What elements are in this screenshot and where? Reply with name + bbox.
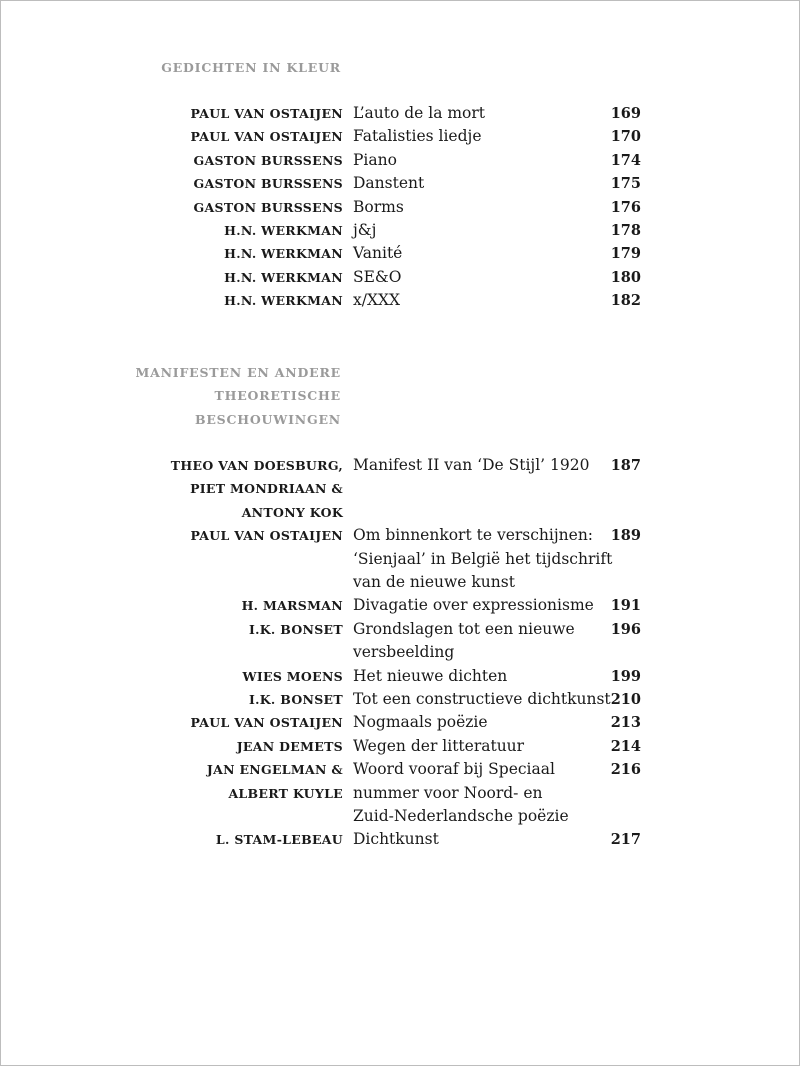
author-line: JEAN DEMETS <box>236 738 343 754</box>
toc-entry-author <box>224 289 343 312</box>
toc-entry-page-number: 210 <box>610 690 641 708</box>
toc-entry-title <box>353 618 603 665</box>
toc-entry-author <box>224 266 343 289</box>
toc-entry-title <box>353 758 603 828</box>
toc-entry-page-number: 174 <box>610 151 641 169</box>
toc-entry-title <box>353 735 603 758</box>
toc-entry-author <box>207 758 343 805</box>
toc-entry-page-number: 182 <box>610 292 641 310</box>
title-line: Woord vooraf bij Speciaal <box>353 760 555 779</box>
toc-entry <box>1 758 800 828</box>
toc-entry-author <box>249 618 343 641</box>
toc-entry-author <box>191 524 343 547</box>
title-line: Danstent <box>353 174 425 193</box>
author-line: PAUL VAN OSTAIJEN <box>190 129 343 145</box>
toc-entry <box>1 524 800 594</box>
title-line: Fatalisties liedje <box>353 127 482 146</box>
title-line: Wegen der litteratuur <box>353 736 525 755</box>
toc-entry-title <box>353 102 603 125</box>
toc-entry-title <box>353 524 613 594</box>
toc-entry-page-number: 189 <box>610 527 641 545</box>
toc-entry-author <box>194 196 343 219</box>
author-line: JAN ENGELMAN & <box>206 762 343 778</box>
toc-entry <box>1 735 800 758</box>
toc-entry <box>1 149 800 172</box>
toc-entry <box>1 665 800 688</box>
author-line: GASTON BURSSENS <box>193 176 343 192</box>
toc-entry-title <box>353 125 603 148</box>
toc-entry <box>1 618 800 665</box>
title-line: x/XXX <box>353 291 401 310</box>
author-line: ANTONY KOK <box>241 504 343 520</box>
toc-entry-title <box>353 828 603 851</box>
toc-entry-page-number: 196 <box>610 620 641 638</box>
author-line: PAUL VAN OSTAIJEN <box>190 715 343 731</box>
toc-entry-page-number: 214 <box>610 737 641 755</box>
toc-section-poems <box>1 102 800 313</box>
title-line: SE&O <box>353 267 402 286</box>
author-line: I.K. BONSET <box>248 691 343 707</box>
toc-entry-author <box>191 125 343 148</box>
title-line: Tot een constructieve dichtkunst <box>353 689 611 708</box>
author-line: H.N. WERKMAN <box>224 269 343 285</box>
toc-entry-title <box>353 688 611 711</box>
title-line: van de nieuwe kunst <box>353 572 515 591</box>
title-line: Divagatie over expressionisme <box>353 596 594 615</box>
toc-entry-author <box>243 665 344 688</box>
toc-entry-page-number: 179 <box>610 245 641 263</box>
title-line: nummer voor Noord- en <box>353 783 543 802</box>
toc-entry-title <box>353 594 603 617</box>
toc-entry-author <box>249 688 343 711</box>
toc-entry-author <box>216 828 343 851</box>
toc-entry <box>1 688 800 711</box>
toc-entry-title <box>353 149 603 172</box>
author-line: L. STAM-LEBEAU <box>215 832 343 848</box>
toc-entry-title <box>353 219 603 242</box>
title-line: L’auto de la mort <box>353 104 486 122</box>
toc-entry <box>1 266 800 289</box>
toc-entry-author <box>224 219 343 242</box>
toc-entry-author <box>224 242 343 265</box>
toc-section-manifestos <box>1 454 800 852</box>
section-heading <box>161 56 341 79</box>
toc-entry-title <box>353 172 603 195</box>
toc-entry-page-number: 191 <box>610 597 641 615</box>
toc-entry-author <box>191 711 343 734</box>
title-line: Nogmaals poëzie <box>353 713 488 732</box>
toc-entry-page-number: 199 <box>610 667 641 685</box>
title-line: Borms <box>353 197 404 216</box>
toc-entry-author <box>171 454 343 524</box>
title-line: Vanité <box>353 244 403 263</box>
toc-entry <box>1 219 800 242</box>
toc-entry-title <box>353 266 603 289</box>
toc-entry <box>1 242 800 265</box>
author-line: PIET MONDRIAAN & <box>190 481 343 497</box>
section-heading-line: THEORETISCHE <box>214 388 341 404</box>
section-heading-line: BESCHOUWINGEN <box>194 411 341 427</box>
toc-entry <box>1 454 800 524</box>
toc-entry <box>1 711 800 734</box>
author-line: H.N. WERKMAN <box>224 293 343 309</box>
title-line: Zuid-Nederlandsche poëzie <box>353 806 569 825</box>
toc-entry-title <box>353 196 603 219</box>
toc-entry-title <box>353 289 603 312</box>
title-line: Om binnenkort te verschijnen: <box>353 526 594 545</box>
toc-entry <box>1 289 800 312</box>
title-line: ‘Sienjaal’ in België het tijdschrift <box>353 549 613 568</box>
toc-entry-author <box>194 172 343 195</box>
toc-entry-title <box>353 242 603 265</box>
author-line: GASTON BURSSENS <box>193 152 343 168</box>
toc-entry-page-number: 169 <box>610 105 641 122</box>
toc-entry <box>1 196 800 219</box>
toc-entry <box>1 125 800 148</box>
author-line: WIES MOENS <box>242 668 343 684</box>
author-line: H.N. WERKMAN <box>224 222 343 238</box>
toc-entry <box>1 828 800 851</box>
title-line: versbeelding <box>353 643 455 662</box>
toc-entry-author <box>242 594 343 617</box>
toc-entry-page-number: 178 <box>610 221 641 239</box>
author-line: GASTON BURSSENS <box>193 199 343 215</box>
toc-entry-author <box>237 735 343 758</box>
toc-entry <box>1 172 800 195</box>
toc-entry-author <box>194 149 343 172</box>
toc-entry-title <box>353 454 603 524</box>
author-line: PAUL VAN OSTAIJEN <box>190 106 343 121</box>
toc-entry-page-number: 180 <box>610 268 641 286</box>
toc-entry-page-number: 217 <box>610 831 641 849</box>
title-line: Dichtkunst <box>353 830 439 849</box>
author-line: H. MARSMAN <box>241 598 343 614</box>
toc-entry <box>1 594 800 617</box>
section-heading-line: MANIFESTEN EN ANDERE <box>135 365 341 380</box>
toc-entry-page-number: 187 <box>610 457 641 474</box>
toc-entry-author <box>191 102 343 125</box>
title-line: Het nieuwe dichten <box>353 666 508 685</box>
toc-entry <box>1 102 800 125</box>
toc-entry-page-number: 170 <box>610 128 641 146</box>
section-heading <box>135 361 341 431</box>
toc-entry-title <box>353 665 603 688</box>
author-line: H.N. WERKMAN <box>224 246 343 262</box>
toc-entry-title <box>353 711 603 734</box>
toc-entry-page-number: 175 <box>610 175 641 193</box>
author-line: ALBERT KUYLE <box>228 785 343 801</box>
title-line: j&j <box>353 220 377 239</box>
toc-entry-page-number: 213 <box>610 714 641 732</box>
author-line: THEO VAN DOESBURG, <box>170 458 343 473</box>
section-heading-line: GEDICHTEN IN KLEUR <box>161 60 341 75</box>
title-line: Manifest II van ‘De Stijl’ 1920 <box>353 456 590 474</box>
toc-entry-page-number: 216 <box>610 761 641 779</box>
author-line: I.K. BONSET <box>248 621 343 637</box>
title-line: Piano <box>353 150 397 169</box>
title-line: Grondslagen tot een nieuwe <box>353 619 575 638</box>
author-line: PAUL VAN OSTAIJEN <box>190 528 343 544</box>
toc-entry-page-number: 176 <box>610 198 641 216</box>
